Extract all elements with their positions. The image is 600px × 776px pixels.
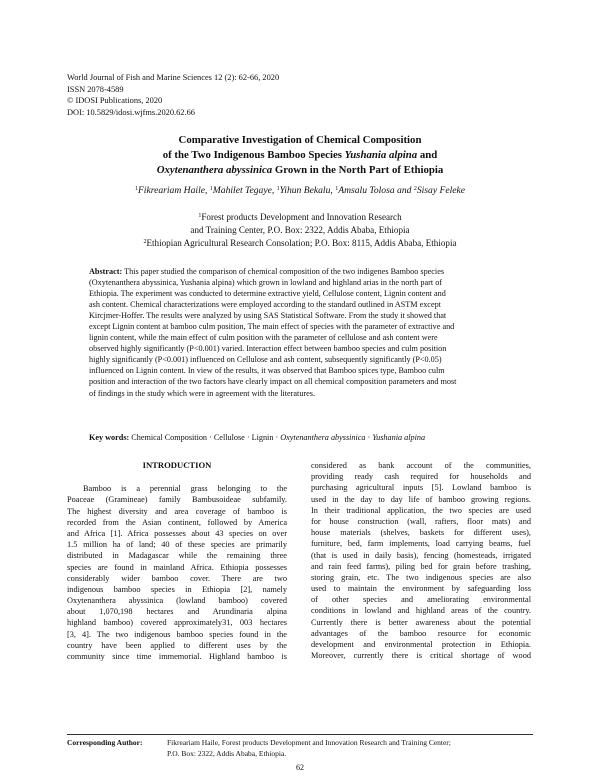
abstract-line: (Oxytenanthera abyssinica, Yushania alpina) which grown in lowland and highland arias in the north part of xyxy=(89,278,443,288)
body-line: house materials (shelves, baskets for different uses), xyxy=(311,528,531,538)
author-list xyxy=(70,185,530,196)
body-line: storing grain, etc. The two indigenous species are also xyxy=(311,572,531,582)
author-affil-mark: 1 xyxy=(134,186,138,192)
footnote-divider xyxy=(67,734,533,735)
body-line: development and environmental protection in Ethiopia. xyxy=(311,640,531,649)
body-line: Poaceae (Gramineae) family Bambusoideae subfamily. xyxy=(67,495,287,505)
body-line: of other species and ameliorating environmental xyxy=(311,595,531,605)
body-line: used to maintain the environment by safeguarding loss xyxy=(311,584,531,594)
body-line: The highest diversity and area coverage of bamboo is xyxy=(67,506,287,516)
section-heading: INTRODUCTION xyxy=(142,460,212,470)
affil-text: Ethiopian Agricultural Research Consolation; P.O. Box: 8115, Addis Ababa, Ethiopia xyxy=(146,238,457,248)
body-line: recorded from the Asian continent, followed by America xyxy=(67,517,287,527)
author-affil-mark: 1 xyxy=(335,186,339,192)
body-line: and rain feed farms), piling bed for grain before trashing, xyxy=(311,561,531,571)
body-line: furniture, bed, farm implements, load carrying beams, fuel xyxy=(311,539,531,549)
body-line: species are found in mainland Africa. Ethiopia possesses xyxy=(67,562,287,572)
keyword-species: Oxytenanthera abyssinica xyxy=(280,433,366,442)
title-species: Yushania alpina xyxy=(344,149,418,161)
keywords xyxy=(89,433,425,442)
abstract-line: highly significantly (P<0.001) influenced on Cellulose and ash content, subsequently significantly (P<0.05) xyxy=(89,355,442,365)
paper-title xyxy=(70,133,530,178)
abstract-text: This paper studied the comparison of chemical composition of the two indigenes Bamboo species xyxy=(122,267,445,276)
abstract-line: influenced on Lignin content. In view of the results, it was observed that Bamboo spices type, Bamboo culm xyxy=(89,366,445,376)
author-name: Yihun Bekalu, xyxy=(279,185,333,196)
body-line: distributed in Madagascar while the remaining three xyxy=(67,551,287,561)
abstract-line: of findings in the study which were in agreement with the literatures. xyxy=(89,388,316,398)
body-line: for house construction (wall, rafters, floor mats) and xyxy=(311,516,531,526)
author-name: Fikreariam Haile, xyxy=(137,185,208,196)
body-line: 1.5 million ha of land; 40 of these species are primarily xyxy=(67,540,287,550)
title-text: Grown in the North Part of Ethiopia xyxy=(272,164,444,176)
body-line: community since time immemorial. Highland bamboo is xyxy=(67,652,287,661)
body-line: indigenous bamboo species in Ethiopia [2], namely xyxy=(67,584,287,594)
affil-mark: 2 xyxy=(143,239,147,245)
affil-mark: 1 xyxy=(198,213,202,219)
body-line: about 1,070,198 hectares and Arundinaria alpina xyxy=(67,607,287,617)
title-line-2 xyxy=(70,148,530,163)
body-line: In their traditional application, the two species are used xyxy=(311,505,531,515)
body-line: country have been applied to different uses by the xyxy=(67,640,287,650)
abstract-line: lignin content, while the main effect of culm position with the parameter of cellulose and ash content were xyxy=(89,333,438,343)
title-line-1: Comparative Investigation of Chemical Composition xyxy=(178,134,422,146)
author-affil-mark: 1 xyxy=(209,186,213,192)
keyword-species: Yushania alpina xyxy=(372,433,426,442)
title-text: and xyxy=(417,149,438,161)
title-text: of the Two Indigenous Bamboo Species xyxy=(162,149,345,161)
journal-copyright: © IDOSI Publications, 2020 xyxy=(67,96,163,106)
body-line: conditions in lowland and highland areas of the country. xyxy=(311,606,531,616)
journal-header xyxy=(67,72,279,118)
body-line: Oxytenanthera abyssinica (lowland bamboo) covered xyxy=(67,596,287,606)
abstract-line: position and interaction of the two factors have clearly impact on all chemical composition parameters and most xyxy=(89,377,457,387)
body-line: providing ready cash required for households and xyxy=(311,472,531,482)
footnote-text: Fikreariam Haile, Forest products Development and Innovation Research and Training Center; xyxy=(167,738,451,747)
title-line-3 xyxy=(70,163,530,178)
abstract xyxy=(89,266,515,399)
author-affil-mark: 1 xyxy=(276,186,280,192)
keywords-text: Chemical Composition · Cellulose · Lignin · xyxy=(129,433,281,442)
body-line: used in the day to day life of bamboo growing regions. xyxy=(311,494,531,504)
abstract-line: except Lignin content at bamboo culm position, The main effect of species with the parameter of extractive and xyxy=(89,322,455,332)
intro-right-column xyxy=(311,460,531,661)
journal-issn: ISSN 2078-4589 xyxy=(67,84,124,94)
body-line: Bamboo is a perennial grass belonging to the xyxy=(83,484,287,494)
body-line: and Africa [1]. Africa possesses about 43 species on over xyxy=(67,528,287,538)
affiliations xyxy=(70,210,530,250)
page-number: 62 xyxy=(296,763,304,772)
corresponding-author-footnote xyxy=(67,738,451,759)
affil-text: Forest products Development and Innovation Research xyxy=(201,212,402,222)
abstract-line: Ethiopia. The experiment was conducted to determine extractive yield, Cellulose content, Lignin content and xyxy=(89,289,446,299)
abstract-label: Abstract: xyxy=(89,267,123,276)
author-affil-mark: 2 xyxy=(413,186,417,192)
affiliation-1-line-1 xyxy=(70,210,530,224)
author-name: Amsalu Tolosa and xyxy=(338,185,412,196)
abstract-line: Kircjmer-Hoffer. The results were analyzed by using SAS Statistical Software. From the study it showed that xyxy=(89,311,447,321)
abstract-line: ash content. Chemical characterizations were employed according to the standard outlined in ASTM except xyxy=(89,300,441,310)
body-line: [3, 4]. The two indigenous bamboo species found in the xyxy=(67,629,287,639)
body-line: highland bamboo) covered approximately31, 003 hectares xyxy=(67,618,287,628)
keywords-separator: · xyxy=(365,433,373,442)
body-line: considered as bank account of the communities, xyxy=(311,461,531,470)
body-line: Moreover, currently there is critical shortage of wood xyxy=(311,651,531,661)
journal-citation: World Journal of Fish and Marine Sciences 12 (2): 62-66, 2020 xyxy=(67,73,280,82)
affiliation-1-line-2: and Training Center, P.O. Box: 2322, Addis Ababa, Ethiopia xyxy=(190,224,410,235)
footnote-label: Corresponding Author: xyxy=(67,738,143,747)
abstract-line xyxy=(89,266,515,277)
body-line: purchasing agricultural inputs [5]. Lowland bamboo is xyxy=(311,483,531,493)
author-name: Sisay Feleke xyxy=(416,185,466,196)
body-line: Currently there is better awareness about the potential xyxy=(311,617,531,627)
body-line: considerably wider bamboo cover. There are two xyxy=(67,573,287,583)
affiliation-2 xyxy=(70,236,530,250)
abstract-line: observed highly significantly (P<0.001) varied. Interaction effect between bamboo species and culm position xyxy=(89,344,447,354)
intro-left-column xyxy=(67,460,287,662)
author-name: Mahilet Tegaye, xyxy=(212,185,275,196)
journal-doi: DOI: 10.5829/idosi.wjfms.2020.62.66 xyxy=(67,107,195,117)
title-species: Oxytenanthera abyssinica xyxy=(156,164,273,176)
footnote-line-1 xyxy=(67,738,451,749)
body-line: advantages of the bamboo resource for economic xyxy=(311,628,531,638)
body-line: (that is used in daily basis), fencing (homesteads, irrigated xyxy=(311,550,531,560)
footnote-line-2: P.O. Box: 2322, Addis Ababa, Ethiopia. xyxy=(167,748,287,758)
keywords-label: Key words: xyxy=(89,433,130,442)
